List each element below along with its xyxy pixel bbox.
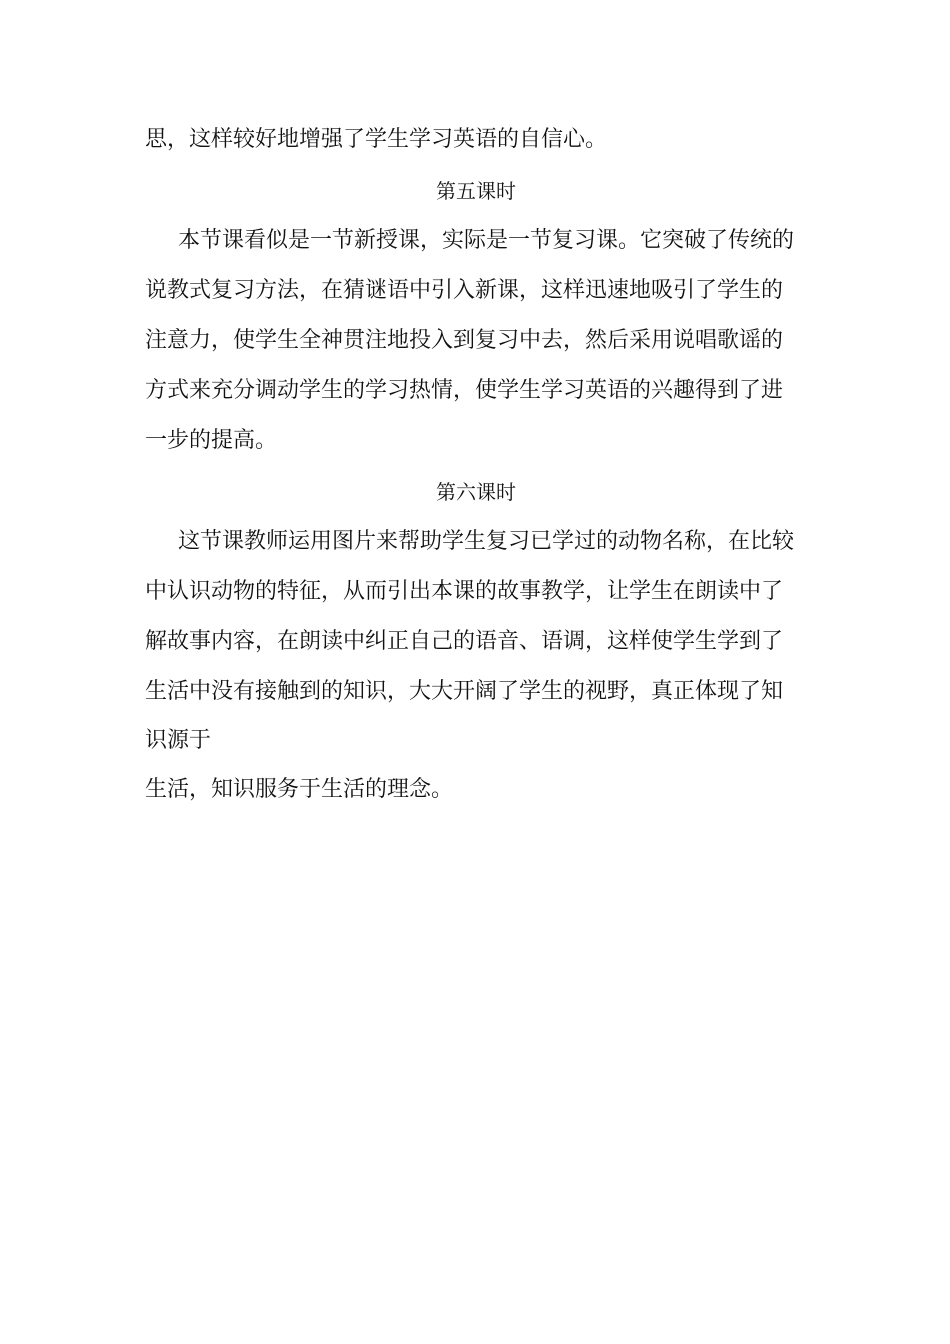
paragraph-line: 思，这样较好地增强了学生学习英语的自信心。 xyxy=(145,127,608,152)
section-heading-lesson-5: 第五课时 xyxy=(436,179,516,203)
paragraph-line: 解故事内容，在朗读中纠正自己的语音、语调，这样使学生学到了 xyxy=(145,629,784,654)
paragraph-line: 这节课教师运用图片来帮助学生复习已学过的动物名称，在比较 xyxy=(178,529,795,554)
paragraph-line: 中认识动物的特征，从而引出本课的故事教学，让学生在朗读中了 xyxy=(145,579,784,604)
paragraph-line: 注意力，使学生全神贯注地投入到复习中去，然后采用说唱歌谣的 xyxy=(145,328,784,353)
paragraph-line: 一步的提高。 xyxy=(145,428,278,453)
paragraph-line: 生活，知识服务于生活的理念。 xyxy=(145,777,454,802)
paragraph-line: 本节课看似是一节新授课，实际是一节复习课。它突破了传统的 xyxy=(178,228,795,253)
paragraph-line: 识源于 xyxy=(145,728,212,753)
paragraph-line: 方式来充分调动学生的学习热情，使学生学习英语的兴趣得到了进 xyxy=(145,378,784,403)
paragraph-line: 生活中没有接触到的知识，大大开阔了学生的视野，真正体现了知 xyxy=(145,679,784,704)
paragraph-line: 说教式复习方法，在猜谜语中引入新课，这样迅速地吸引了学生的 xyxy=(145,278,784,303)
section-heading-lesson-6: 第六课时 xyxy=(436,480,516,504)
